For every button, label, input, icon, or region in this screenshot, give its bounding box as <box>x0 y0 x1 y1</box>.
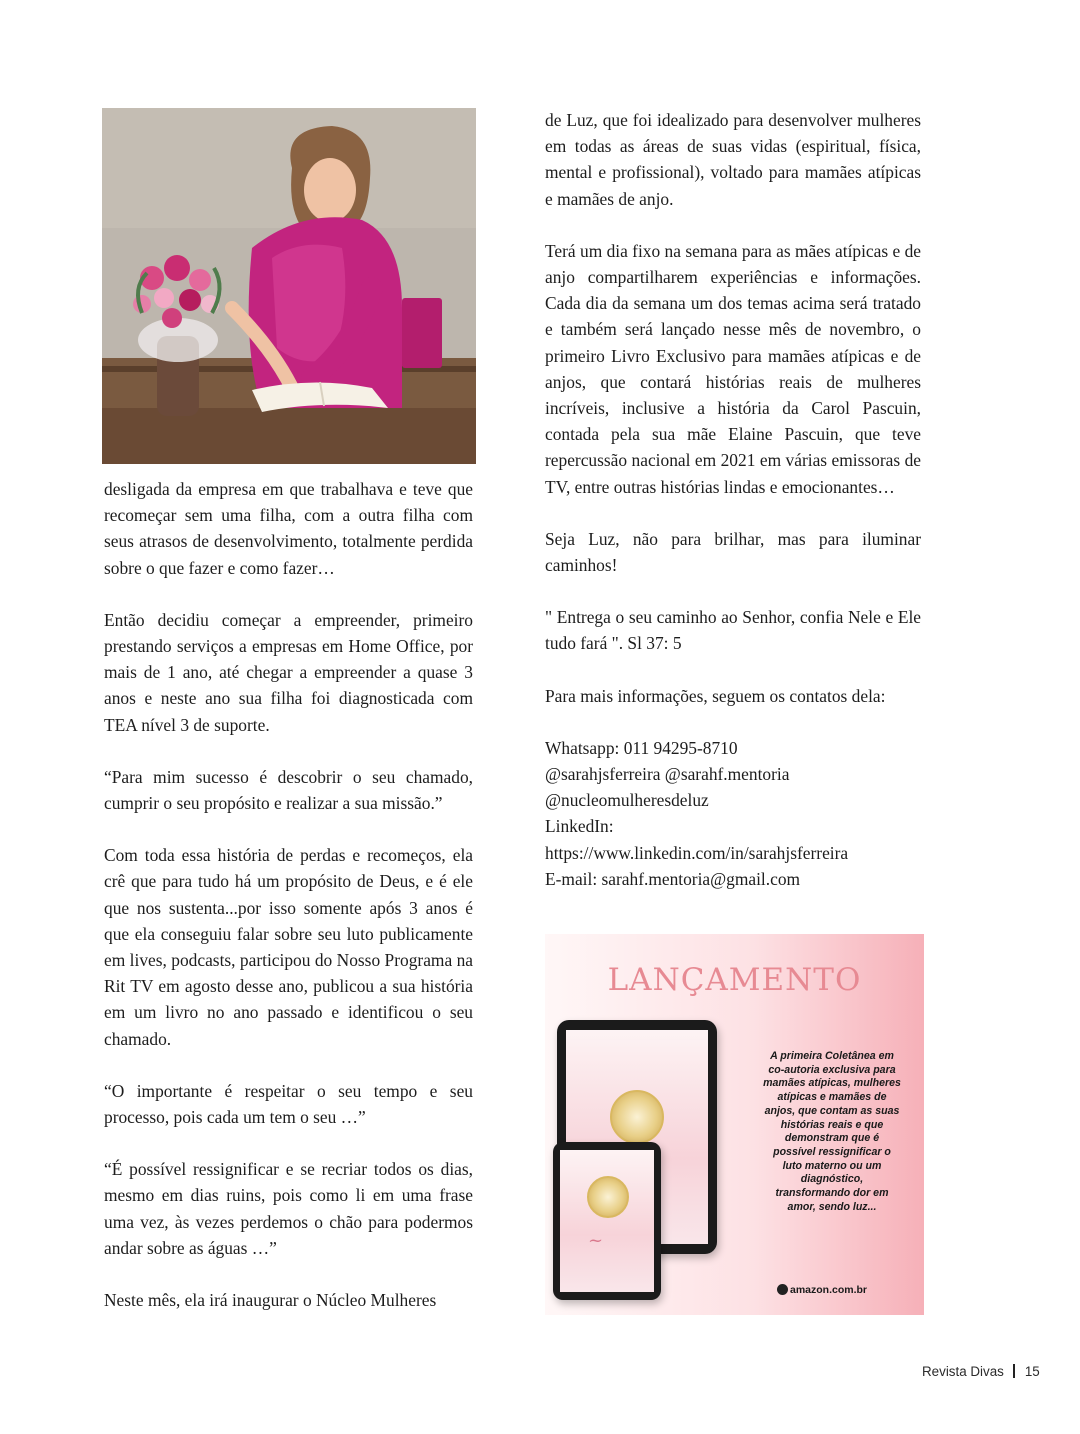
paragraph: Com toda essa história de perdas e recomeços, ela crê que para tudo há um propósito de Deus, e é ele que nos sustenta...por isso somente após 3 anos é que ela conseguiu falar sobre seu luto publicamente em lives, podcasts, participou do Nosso Programa na Rit TV em agosto desse ano, publicou a sua história em um livro no ano passado e identificou o seu chamado. <box>104 845 473 1049</box>
ad-blurb: A primeira Coletânea em co-autoria exclusiva para mamães atípicas, mulheres atípicas e mamães de anjos, que contam as suas histórias reais e que demonstram que é possível ressignificar o luto materno ou um diagnóstico, transformando dor em amor, sendo luz... <box>763 1050 901 1213</box>
paragraph: Então decidiu começar a empreender, primeiro prestando serviços a empresas em Home Office, por mais de 1 ano, até chegar a empreender a quase 3 anos e neste ano sua filha foi diagnosticada com TEA nível 3 de suporte. <box>104 609 473 735</box>
paragraph: Terá um dia fixo na semana para as mães atípicas e de anjo compartilharem experiências e informações. Cada dia da semana um dos temas acima será tratado e também será lançado nesse mês de novembro, o primeiro Livro Exclusivo para mamães atípicas e de anjos, que contará histórias reais de mulheres incríveis, inclusive a história da Carol Pascuin, contada pela sua mãe Elaine Pascuin, que teve repercussão nacional em 2021 em várias emissoras de TV, entre outras histórias lindas e emocionantes… <box>545 240 921 497</box>
globe-icon <box>777 1284 788 1295</box>
author-photo-illustration <box>102 108 476 464</box>
quote-paragraph: “É possível ressignificar e se recriar todos os dias, mesmo em dias ruins, pois como li em uma frase uma vez, às vezes perdemos o chão para podermos andar sobre as águas …” <box>104 1159 473 1258</box>
seal-icon <box>610 1090 664 1144</box>
paragraph: Seja Luz, não para brilhar, mas para iluminar caminhos! <box>545 528 921 576</box>
author-photo <box>102 108 476 464</box>
seal-icon <box>587 1176 629 1218</box>
linkedin-label: LinkedIn: <box>545 816 614 837</box>
left-column <box>104 476 473 1339</box>
amazon-link[interactable] <box>777 1284 867 1296</box>
paragraph: Neste mês, ela irá inaugurar o Núcleo Mulheres <box>104 1290 437 1311</box>
page-number: 15 <box>1024 1364 1040 1379</box>
paragraph: desligada da empresa em que trabalhava e teve que recomeçar sem uma filha, com a outra filha com seus atrasos de desenvolvimento, totalmente perdida sobre o que fazer e como fazer… <box>104 479 473 578</box>
contacts-block <box>545 735 921 892</box>
bible-quote: " Entrega o seu caminho ao Senhor, confia Nele e Ele tudo fará ". Sl 37: 5 <box>545 607 921 654</box>
right-column <box>545 107 921 892</box>
linkedin-url[interactable]: https://www.linkedin.com/in/sarahjsferreira <box>545 842 849 863</box>
ad-title: LANÇAMENTO <box>607 962 862 998</box>
footer-divider <box>1013 1364 1015 1378</box>
paragraph: Para mais informações, seguem os contatos dela: <box>545 685 886 706</box>
email-contact[interactable]: E-mail: sarahf.mentoria@gmail.com <box>545 868 801 889</box>
instagram-handles: @sarahjsferreira @sarahf.mentoria <box>545 764 790 785</box>
tablet-small-image: ~ <box>553 1142 661 1300</box>
book-launch-ad <box>545 934 924 1315</box>
amazon-label: amazon.com.br <box>790 1284 868 1296</box>
quote-paragraph: “Para mim sucesso é descobrir o seu chamado, cumprir o seu propósito e realizar a sua missão.” <box>104 766 473 814</box>
quote-paragraph: “O importante é respeitar o seu tempo e seu processo, pois cada um tem o seu …” <box>104 1080 473 1128</box>
page-footer <box>922 1364 1040 1379</box>
paragraph: de Luz, que foi idealizado para desenvolver mulheres em todas as áreas de suas vidas (espiritual, física, mental e profissional), voltado para mamães atípicas e mamães de anjo. <box>545 110 921 209</box>
magazine-name: Revista Divas <box>922 1364 1004 1379</box>
whatsapp-contact: Whatsapp: 011 94295-8710 <box>545 737 738 758</box>
instagram-handle-nucleo: @nucleomulheresdeluz <box>545 790 709 811</box>
